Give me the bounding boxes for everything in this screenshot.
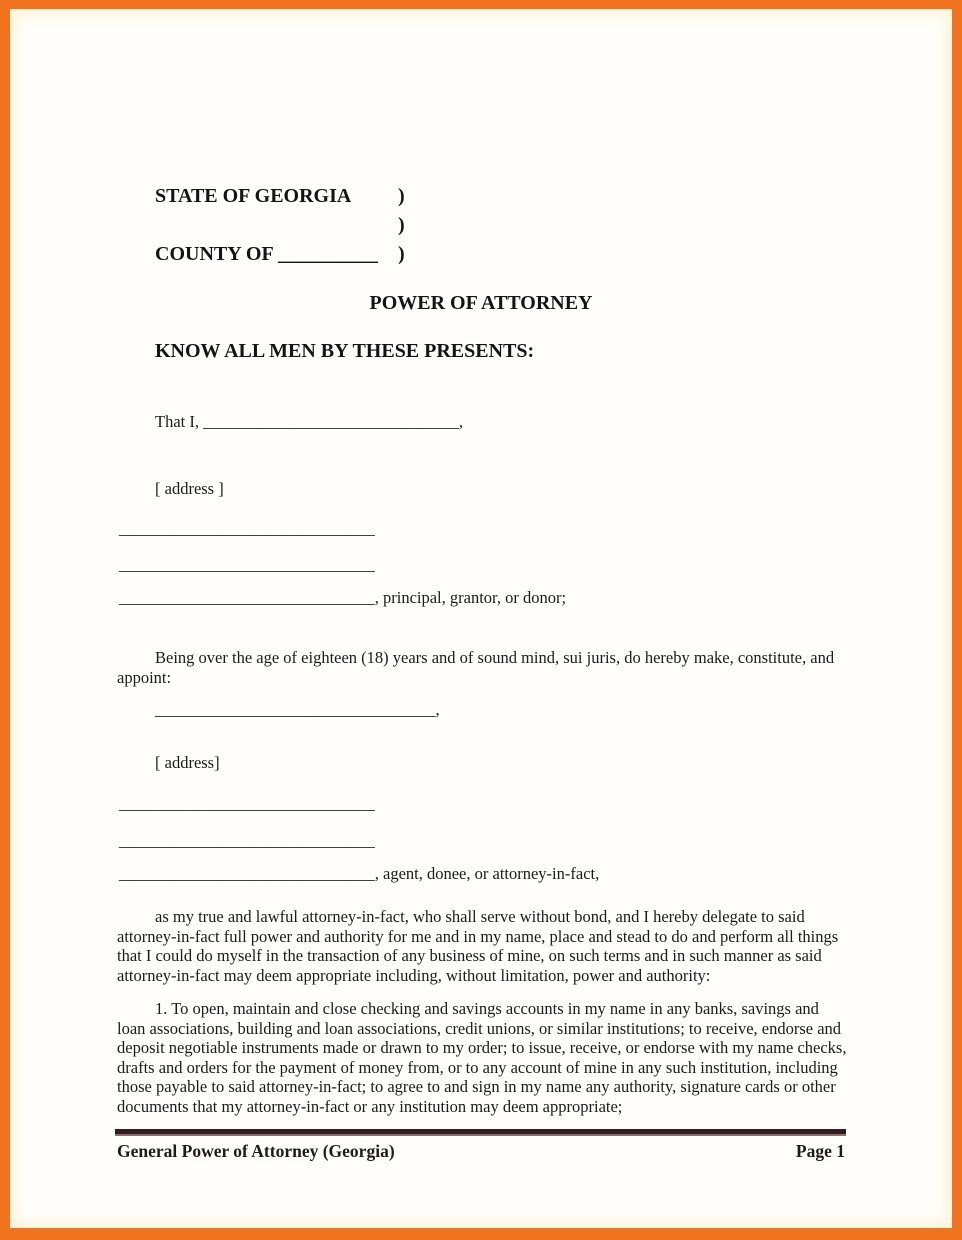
principal-designation-line [119,588,566,608]
page-footer [117,1141,845,1162]
agent-designation-text: , agent, donee, or attorney-in-fact, [374,864,600,883]
document-title: POWER OF ATTORNEY [369,292,593,314]
venue-spacer [155,211,398,240]
agent-address-blank-1: _______________________________ [119,794,375,813]
agent-designation-line [119,864,599,884]
footer-doc-title: General Power of Attorney (Georgia) [117,1141,395,1161]
principal-address-label: [ address ] [155,479,224,498]
powers-intro-paragraph: as my true and lawful attorney-in-fact, who shall serve without bond, and I hereby delegate to said attorney-in-fact full power and authority for me and in my name, place and stead to do and perform all things that I could do myself in the transaction of any business of mine, on such terms and in such manner as said attorney-in-fact may deem appropriate including, without limitation, power and authority: [117,907,839,985]
footer-page-number: Page 1 [795,1141,845,1161]
venue-paren-2: ) [398,214,405,236]
state-name: STATE OF GEORGIA [155,185,352,207]
venue-paren-1: ) [398,185,405,207]
agent-name-comma: , [435,700,440,719]
appointment-intro-paragraph: Being over the age of eighteen (18) years and of sound mind, sui juris, do hereby make, constitute, and appoint: [117,648,835,687]
venue-caption [155,182,405,269]
county-line [155,240,398,269]
agent-address-blank-2: _______________________________ [119,831,375,850]
agent-name-blank: __________________________________ [155,700,436,719]
principal-address-blank-2: _______________________________ [119,555,375,574]
clause-1-paragraph: 1. To open, maintain and close checking and savings accounts in my name in any banks, savings and loan associations, building and loan associations, credit unions, or similar institutions; to receive, endorse and deposit negotiable instruments made or drawn to my order; to issue, receive, or endorse with my name checks, drafts and orders for the payment of money from, or to any account of mine in any such institution, including those payable to said attorney-in-fact; to agree to and sign in my name any authority, signature cards or other documents that my attorney-in-fact or any institution may deem appropriate; [117,999,847,1116]
principal-designation-text: , principal, grantor, or donor; [374,588,567,607]
agent-designation-blank: _______________________________ [119,864,375,883]
agent-address-label: [ address] [155,753,220,772]
county-label: COUNTY OF [155,243,273,265]
presents-heading: KNOW ALL MEN BY THESE PRESENTS: [155,340,535,362]
principal-address-blank-1: _______________________________ [119,519,375,538]
principal-name-blank: _______________________________ [203,412,459,431]
county-blank: __________ [277,243,378,265]
venue-paren-3: ) [398,243,405,265]
principal-name-comma: , [458,412,463,431]
principal-name-line [155,412,463,432]
that-i-label: That I, [155,412,199,431]
agent-name-line [155,700,440,720]
footer-divider-bar [115,1129,846,1136]
principal-designation-blank: _______________________________ [119,588,375,607]
